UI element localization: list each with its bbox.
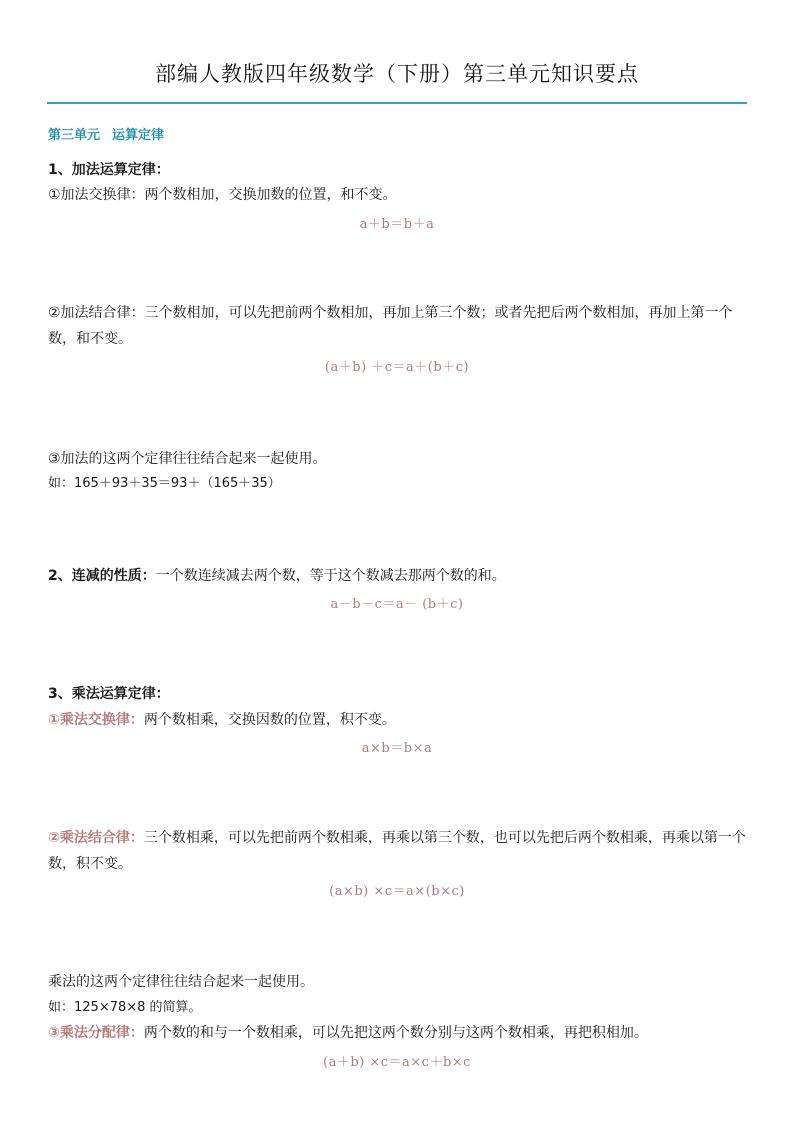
multiplication-distributive: [48, 1023, 648, 1043]
multiplication-commutative-term: ①乘法交换律：: [48, 712, 144, 728]
multiplication-distributive-term: ③乘法分配律：: [48, 1025, 144, 1041]
multiplication-associative-text: 三个数相乘，可以先把前两个数相乘，再乘以第三个数，也可以先把后两个数相乘，再乘以第一个数，积不变。: [48, 830, 746, 872]
unit-name: 第三单元: [48, 128, 101, 143]
unit-heading: [48, 124, 164, 143]
title-divider: [47, 102, 747, 104]
addition-example: 如：165＋93＋35＝93＋（165＋35）: [48, 476, 281, 491]
multiplication-associative-formula: (a×b) ×c＝a×(b×c): [329, 884, 465, 899]
section-subtraction-heading: 2、连减的性质：: [48, 568, 156, 584]
multiplication-commutative-text: 两个数相乘，交换因数的位置，积不变。: [143, 712, 396, 728]
multiplication-example: 如：125×78×8 的简算。: [48, 1000, 202, 1015]
section-multiplication-heading: 3、乘法运算定律：: [48, 686, 170, 702]
addition-associative-formula: (a＋b) ＋c＝a＋(b＋c): [324, 360, 470, 375]
multiplication-combined-text: 乘法的这两个定律往往结合起来一起使用。: [48, 974, 314, 990]
subtraction-property-text: 一个数连续减去两个数，等于这个数减去那两个数的和。: [155, 568, 506, 584]
multiplication-associative: [48, 825, 748, 877]
addition-associative-text: ②加法结合律：三个数相加，可以先把前两个数相加，再加上第三个数；或者先把后两个数相加，再加上第一个数，和不变。: [48, 305, 733, 347]
multiplication-distributive-text: 两个数的和与一个数相乘，可以先把这两个数分别与这两个数相乘，再把积相加。: [143, 1025, 648, 1041]
addition-combined-text: ③加法的这两个定律往往结合起来一起使用。: [48, 451, 327, 467]
multiplication-distributive-formula: (a＋b) ×c＝a×c＋b×c: [323, 1055, 471, 1070]
multiplication-commutative: [48, 710, 396, 730]
subtraction-property: [48, 566, 506, 586]
addition-commutative-text: ①加法交换律：两个数相加，交换加数的位置，和不变。: [48, 187, 397, 203]
subtraction-formula: a－b－c＝a－ (b＋c): [330, 597, 464, 612]
unit-topic: 运算定律: [112, 128, 165, 143]
page-title: 部编人教版四年级数学（下册）第三单元知识要点: [155, 62, 639, 86]
multiplication-associative-term: ②乘法结合律：: [48, 830, 144, 846]
section-addition-heading: 1、加法运算定律：: [48, 162, 170, 178]
addition-commutative-formula: a＋b＝b＋a: [359, 217, 435, 232]
multiplication-commutative-formula: a×b＝b×a: [361, 741, 433, 756]
